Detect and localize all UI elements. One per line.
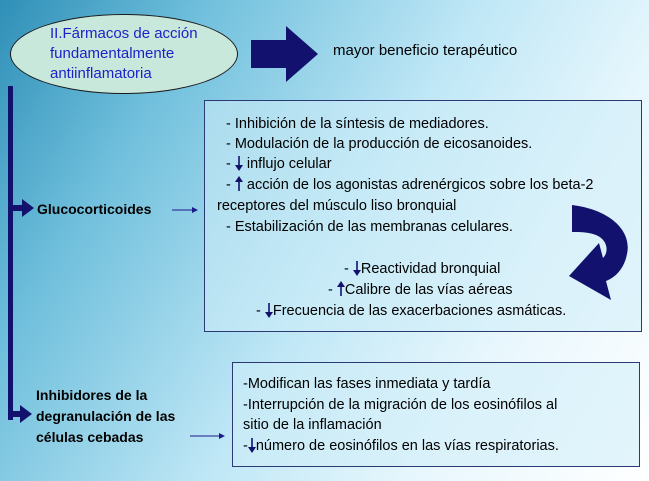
gluco-effect-5: receptores del músculo liso bronquial: [217, 198, 457, 214]
arrow-down-icon: [248, 437, 256, 453]
arrow-down-icon: [265, 302, 273, 318]
inhib-effect-4: número de eosinófilos en las vías respiratorias.: [255, 438, 559, 454]
vertical-connector-line: [8, 86, 13, 420]
inhib-effect-2: -Interrupción de la migración de los eosinófilos al: [243, 397, 558, 413]
title-line-1: II.Fármacos de acción: [50, 25, 198, 42]
inhib-effect-1: -Modifican las fases inmediata y tardía: [243, 376, 491, 392]
inhibidores-label-line-1: Inhibidores de la: [36, 387, 148, 403]
thin-arrow-gluco-icon: [192, 207, 198, 213]
gluco-result-1: Reactividad bronquial: [360, 261, 501, 277]
gluco-result-2-row: - Calibre de las vías aéreas: [328, 282, 513, 298]
gluco-effect-3-row: - influjo celular: [226, 156, 332, 172]
block-arrow-right-icon: [251, 26, 318, 82]
arrow-up-icon: [337, 281, 345, 297]
gluco-result-3: Frecuencia de las exacerbaciones asmáticas.: [272, 303, 567, 319]
arrow-up-icon: [235, 176, 243, 192]
gluco-effect-4: acción de los agonistas adrenérgicos sobre los beta-2: [246, 177, 594, 193]
gluco-result-1-row: - Reactividad bronquial: [344, 261, 501, 277]
gluco-effect-1: - Inhibición de la síntesis de mediadores.: [226, 116, 489, 132]
inhibidores-label: [36, 385, 175, 448]
branch-arrow-gluco-icon: [22, 199, 34, 217]
inhib-effect-4-row: - número de eosinófilos en las vías respiratorias.: [243, 438, 559, 454]
thin-arrow-inhib-icon: [219, 433, 225, 439]
arrow-down-icon: [353, 260, 361, 276]
gluco-effect-3: influjo celular: [246, 156, 332, 172]
gluco-effect-6: - Estabilización de las membranas celulares.: [226, 219, 513, 235]
gluco-result-3-row: - Frecuencia de las exacerbaciones asmáticas.: [256, 303, 567, 319]
gluco-effect-4-row: - acción de los agonistas adrenérgicos sobre los beta-2: [226, 177, 594, 193]
section-title: [50, 24, 235, 84]
inhib-effect-3: sitio de la inflamación: [243, 417, 382, 433]
title-line-2: fundamentalmente: [50, 45, 175, 62]
arrow-down-icon: [235, 155, 243, 171]
inhibidores-label-line-2: degranulación de las: [36, 408, 176, 424]
branch-arrow-inhib-icon: [20, 405, 32, 423]
gluco-result-2: Calibre de las vías aéreas: [344, 282, 513, 298]
title-line-3: antiinflamatoria: [50, 65, 152, 82]
benefit-text: mayor beneficio terapéutico: [333, 42, 518, 59]
glucocorticoides-label: Glucocorticoides: [37, 201, 152, 217]
gluco-effect-2: - Modulación de la producción de eicosanoides.: [226, 136, 533, 152]
inhibidores-label-line-3: células cebadas: [36, 429, 144, 445]
